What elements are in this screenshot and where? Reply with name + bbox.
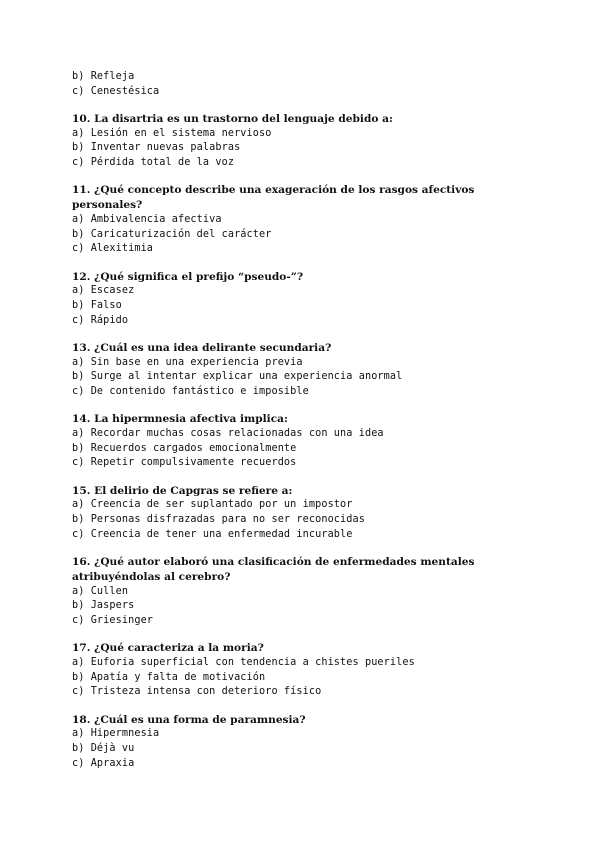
option-line: a) Recordar muchas cosas relacionadas con una idea — [72, 428, 384, 440]
question-15 — [72, 484, 572, 543]
option-line: a) Ambivalencia afectiva — [72, 213, 222, 225]
option-line: c) Alexitimia — [72, 243, 154, 255]
option-line: a) Creencia de ser suplantado por un impostor — [72, 499, 353, 511]
question-10 — [72, 112, 572, 171]
question-title: 15. El delirio de Capgras se refiere a: — [72, 484, 293, 497]
option-line: a) Lesión en el sistema nervioso — [72, 127, 272, 139]
option-line: c) Repetir compulsivamente recuerdos — [72, 457, 297, 469]
question-title: 17. ¿Qué caracteriza a la moria? — [72, 642, 264, 655]
question-17 — [72, 641, 572, 700]
option-line: c) Apraxia — [72, 757, 135, 769]
question-title: 14. La hipermnesia afectiva implica: — [72, 413, 288, 426]
question-title: 10. La disartria es un trastorno del lenguaje debido a: — [72, 113, 393, 125]
question-12 — [72, 270, 572, 329]
option-line: c) Tristeza intensa con deterioro físico — [72, 686, 322, 698]
option-line: c) Griesinger — [72, 614, 154, 626]
question-11 — [72, 183, 572, 257]
question-title: 16. ¿Qué autor elaboró una clasificación de enfermedades mentales atribuyéndolas al cerebro? — [72, 556, 475, 583]
option-line: b) Apatía y falta de motivación — [72, 671, 266, 683]
question-13 — [72, 341, 572, 400]
option-line: a) Escasez — [72, 285, 135, 297]
option-line: b) Inventar nuevas palabras — [72, 142, 241, 154]
option-line: b) Surge al intentar explicar una experiencia anormal — [72, 371, 403, 383]
option-line: a) Euforia superficial con tendencia a chistes pueriles — [72, 656, 415, 668]
question-title: 12. ¿Qué significa el prefijo “pseudo-”? — [72, 270, 304, 283]
question-title: 13. ¿Cuál es una idea delirante secundaria? — [72, 341, 332, 354]
document-page — [72, 70, 572, 771]
question-title: 18. ¿Cuál es una forma de paramnesia? — [72, 713, 306, 726]
option-line: c) Creencia de tener una enfermedad incurable — [72, 528, 353, 540]
option-line: a) Sin base en una experiencia previa — [72, 356, 303, 368]
carryover-options — [72, 70, 572, 99]
question-14 — [72, 412, 572, 471]
option-line: b) Refleja — [72, 71, 135, 82]
option-line: b) Déjà vu — [72, 743, 135, 755]
option-line: b) Caricaturización del carácter — [72, 228, 272, 240]
option-line: c) De contenido fantástico e imposible — [72, 386, 309, 398]
option-line: b) Jaspers — [72, 600, 135, 612]
question-16 — [72, 555, 572, 629]
question-title: 11. ¿Qué concepto describe una exageración de los rasgos afectivos personales? — [72, 184, 475, 212]
option-line: c) Pérdida total de la voz — [72, 157, 235, 169]
option-line: c) Rápido — [72, 314, 129, 326]
question-18 — [72, 713, 572, 772]
option-line: b) Recuerdos cargados emocionalmente — [72, 442, 297, 454]
option-line: b) Personas disfrazadas para no ser reconocidas — [72, 514, 365, 526]
option-line: b) Falso — [72, 299, 122, 311]
option-line: a) Hipermnesia — [72, 728, 160, 740]
option-line: c) Cenestésica — [72, 85, 160, 97]
option-line: a) Cullen — [72, 585, 129, 597]
